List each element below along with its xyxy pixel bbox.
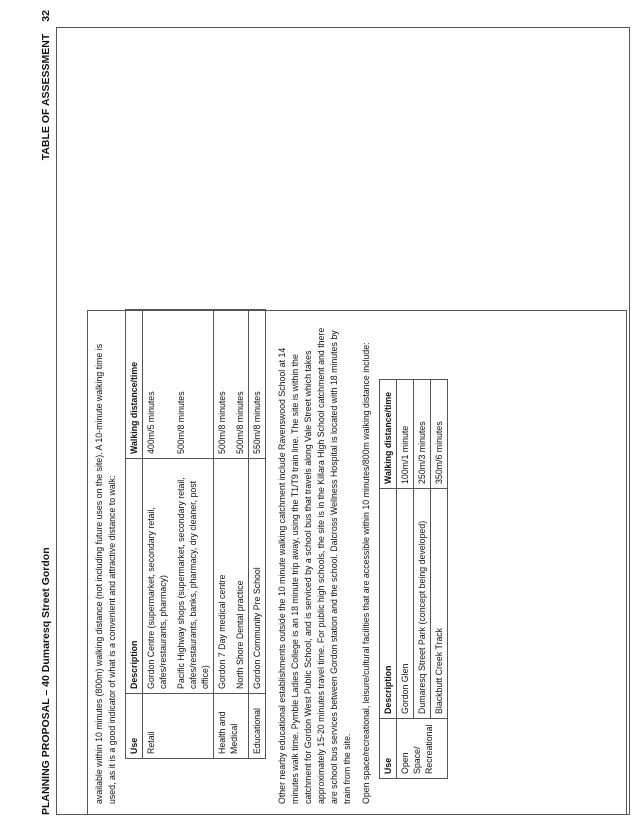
table-row [397,380,414,779]
use-cell: Retail [143,694,214,759]
description-cell: Blackbutt Creek Track [431,489,448,719]
distance-cell [214,310,249,459]
use-cell: Open Space/ Recreational [397,719,448,779]
open-space-table [379,379,448,779]
content-panel [87,310,627,815]
distance-line: 400m/5 minutes [146,391,156,454]
document-title: PLANNING PROPOSAL – 40 Dumaresq Street Gordon [40,547,52,815]
description-cell [214,459,249,694]
header-description: Description [380,489,397,719]
description-line: Gordon Centre (supermarket, secondary retail, cafes/restaurants, pharmacy) [146,507,168,689]
table-row [214,310,249,759]
description-cell: Gordon Glen [397,489,414,719]
use-cell: Educational [249,694,266,759]
distance-cell [143,310,214,459]
distance-line: 500m/8 minutes [217,391,227,454]
header-use: Use [380,719,397,779]
header-walking: Walking distance/time [126,310,143,459]
section-title: TABLE OF ASSESSMENT [40,33,52,161]
intro-paragraph: available within 10 minutes (800m) walking distance (not including future uses on the site). A 10-minute walking time is used, as it is a good indicator of what is a convenient and attractive distance to walk: [94,343,117,804]
education-paragraph: Other nearby educational establishments outside the 10 minute walking catchment include Ravenswood School at 14 minutes walk time. Pymble Ladies College is an 18 minute trip away, using the T1/T9 train line. The site is within the catchment for Gordon West Public School, and is serviced by a school bus that travels along Vale Street which takes approximately 15-20 minutes travel time. For public high schools, the site is in the Killara High School catchment and there are school bus services between Gordon station and the school. Dalcross Wellness Hospital is located with 18 minutes by train from the site. [277,327,352,804]
description-line: Gordon 7 Day medical centre [217,574,227,689]
description-cell: Gordon Community Pre School [249,459,266,694]
services-table [125,309,266,759]
distance-line: 500m/8 minutes [176,391,186,454]
distance-cell: 100m/1 minute [397,380,414,489]
section-header [40,10,52,160]
distance-cell: 550m/8 minutes [249,310,266,459]
page-number: 32 [40,10,52,22]
use-cell: Health and Medical [214,694,249,759]
header-use: Use [126,694,143,759]
table-row [143,310,214,759]
description-line: North Shore Dental practice [235,580,245,689]
description-cell [143,459,214,694]
distance-cell: 250m/3 minutes [414,380,431,489]
header-walking: Walking distance/time [380,380,397,489]
distance-cell: 350m/6 minutes [431,380,448,489]
open-space-paragraph: Open space/recreational, leisure/cultural facilities that are accessible within 10 minutes/800m walking distance include: [361,342,371,804]
table-row [249,310,266,759]
table-header-row [126,310,143,759]
table-header-row [380,380,397,779]
header-description: Description [126,459,143,694]
description-line: Pacific Highway shops (supermarket, secondary retail, cafes/restaurants, banks, pharmacy, dry cleaner, post office) [176,477,210,689]
distance-line: 500m/8 minutes [235,391,245,454]
description-cell: Dumaresq Street Park (concept being developed) [414,489,431,719]
